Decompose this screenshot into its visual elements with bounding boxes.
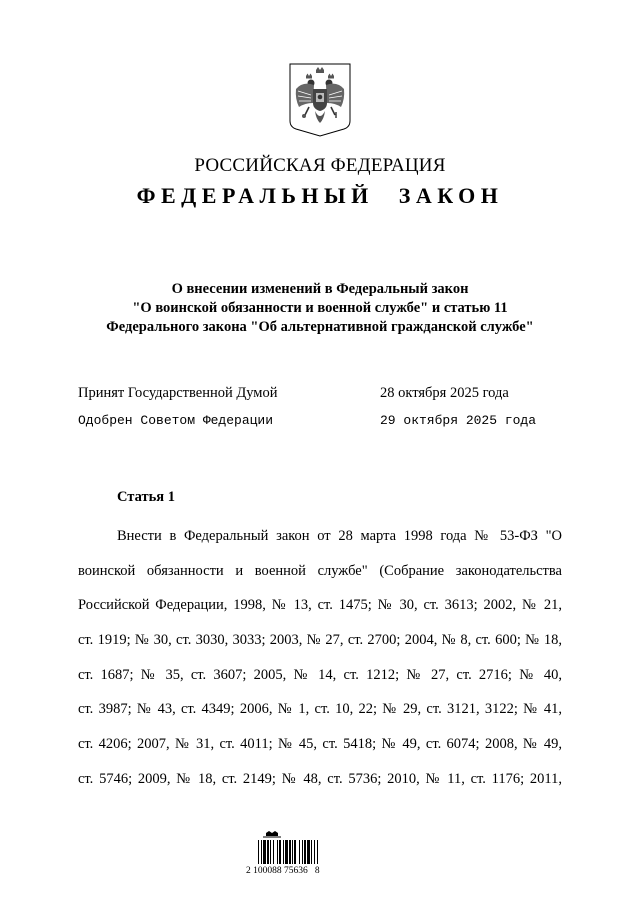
article-line: ст. 1919; № 30, ст. 3030, 3033; 2003, № 27, ст. 2700; 2004, № 8, ст. 600; № 18, bbox=[78, 632, 562, 649]
barcode-bar bbox=[270, 840, 271, 864]
barcode-bar bbox=[285, 840, 288, 864]
article-line: Внести в Федеральный закон от 28 марта 1998 года № 53-ФЗ "О bbox=[117, 528, 562, 544]
barcode-bar bbox=[294, 840, 296, 864]
barcode-number: 2 100088 75636 8 bbox=[246, 866, 320, 876]
article-line: воинской обязанности и военной службе" (Собрание законодательства bbox=[78, 562, 562, 579]
barcode-bar bbox=[263, 840, 266, 864]
barcode-bar bbox=[279, 840, 281, 864]
barcode-bar bbox=[261, 840, 262, 864]
article-line: Российской Федерации, 1998, № 13, ст. 1475; № 30, ст. 3613; 2002, № 21, bbox=[78, 597, 562, 614]
barcode-bar bbox=[258, 840, 259, 864]
adoption-council-label: Одобрен Советом Федерации bbox=[78, 413, 274, 428]
article-line: ст. 1687; № 35, ст. 3607; 2005, № 14, ст. 1212; № 27, ст. 2716; № 40, bbox=[78, 666, 562, 683]
article-heading: Статья 1 bbox=[117, 489, 175, 505]
adoption-duma-label: Принят Государственной Думой bbox=[78, 385, 278, 401]
coat-of-arms-icon bbox=[289, 63, 351, 137]
document-type-heading: ФЕДЕРАЛЬНЫЙ ЗАКОН bbox=[136, 183, 504, 208]
law-title bbox=[60, 280, 580, 337]
barcode-bar bbox=[273, 840, 274, 864]
law-title-line: О внесении изменений в Федеральный закон bbox=[171, 281, 469, 297]
barcode-bar bbox=[292, 840, 293, 864]
barcode-bar bbox=[314, 840, 315, 864]
barcode-bar bbox=[283, 840, 284, 864]
barcode-bar bbox=[307, 840, 310, 864]
barcode-bar bbox=[302, 840, 303, 864]
barcode-bar bbox=[289, 840, 291, 864]
barcode-bar bbox=[311, 840, 312, 864]
article-line: ст. 3987; № 43, ст. 4349; 2006, № 1, ст. 10, 22; № 29, ст. 3121, 3122; № 41, bbox=[78, 701, 562, 718]
adoption-council-date: 29 октября 2025 года bbox=[380, 413, 537, 428]
article-body bbox=[78, 519, 562, 797]
law-title-line: "О воинской обязанности и военной службе" и статью 11 bbox=[132, 300, 508, 316]
country-heading: РОССИЙСКАЯ ФЕДЕРАЦИЯ bbox=[194, 155, 446, 176]
barcode-bar bbox=[277, 840, 278, 864]
barcode-bar bbox=[299, 840, 300, 864]
barcode-bar bbox=[304, 840, 306, 864]
adoption-duma-date: 28 октября 2025 года bbox=[380, 385, 509, 401]
barcode-bar bbox=[267, 840, 269, 864]
article-line: ст. 4206; 2007, № 31, ст. 4011; № 45, ст. 5418; № 49, ст. 6074; 2008, № 49, bbox=[78, 736, 562, 753]
barcode-bar bbox=[317, 840, 318, 864]
law-title-line: Федерального закона "Об альтернативной гражданской службе" bbox=[106, 319, 534, 335]
article-line: ст. 5746; 2009, № 18, ст. 2149; № 48, ст. 5736; 2010, № 11, ст. 1176; 2011, bbox=[78, 770, 562, 787]
